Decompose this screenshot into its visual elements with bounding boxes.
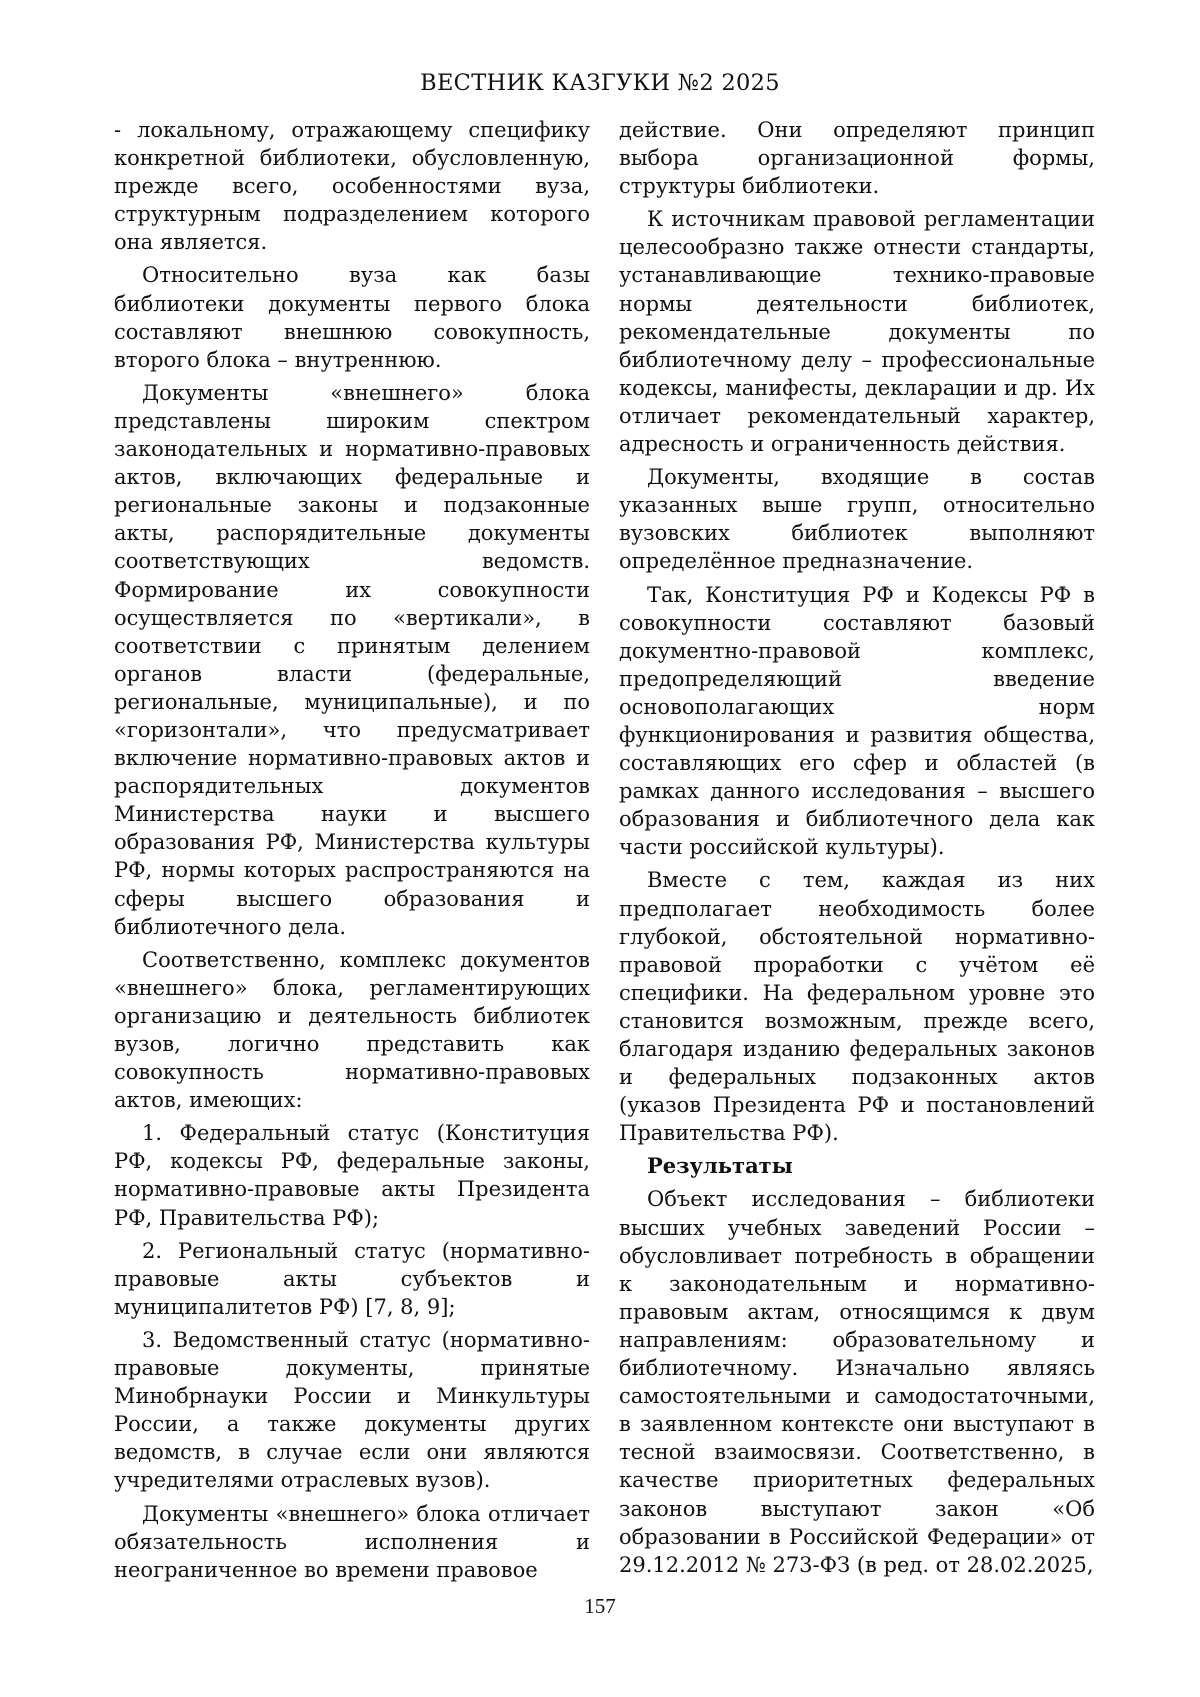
paragraph-local-level: - локальному, отражающему специфику конкретной библиотеки, обусловленную, прежде всего, особенностями вуза, структурным подразделением которого она является. — [114, 118, 590, 255]
paragraph-obligation: Документы «внешнего» блока отличает обязательность исполнения и неограниченное во времени правовое — [114, 1501, 590, 1582]
paragraph-constitution: Так, Конституция РФ и Кодексы РФ в совокупности составляют базовый документно-правовой комплекс, предопределяющий введение основополагающих норм функционирования и развития общества, составляющих его сфер и областей (в рамках данного исследования – высшего образования и библиотечного дела как части российской культуры). — [619, 582, 1095, 860]
paragraph-document-groups: Документы, входящие в состав указанных выше групп, относительно вузовских библиотек выполняют определённое предназначение. — [619, 465, 1095, 574]
paragraph-sources-of-regulation: К источникам правовой регламентации целесообразно также отнести стандарты, устанавливающие технико-правовые нормы деятельности библиотек, рекомендательные документы по библиотечному делу – профессиональные кодексы, манифесты, декларации и др. Их отличает рекомендательный характер, адресность и ограниченность действия. — [619, 207, 1095, 457]
paragraph-complex-of-documents: Соответственно, комплекс документов «внешнего» блока, регламентирующих организацию и деятельность библиотек вузов, логично представить как совокупность нормативно-правовых актов, имеющих: — [114, 947, 590, 1113]
section-heading-results: Результаты — [647, 1153, 793, 1179]
list-item-regional-status: 2. Региональный статус (нормативно-правовые акты субъектов и муниципалитетов РФ) [7, 8, 9]; — [114, 1238, 590, 1319]
right-column — [619, 116, 1095, 1584]
left-column — [114, 116, 590, 1589]
paragraph-external-internal: Относительно вуза как базы библиотеки документы первого блока составляют внешнюю совокупность, второго блока – внутреннюю. — [114, 263, 590, 372]
paragraph-external-block: Документы «внешнего» блока представлены широким спектром законодательных и нормативно-правовых актов, включающих федеральные и региональные законы и подзаконные акты, распорядительные документы соответствующих ведомств. Формирование их совокупности осуществляется по «вертикали», в соответствии с принятым делением органов власти (федеральные, региональные, муниципальные), и по «горизонтали», что предусматривает включение нормативно-правовых актов и распорядительных документов Министерства науки и высшего образования РФ, Министерства культуры РФ, нормы которых распространяются на сферы высшего образования и библиотечного дела. — [114, 380, 590, 939]
journal-header: ВЕСТНИК КАЗГУКИ №2 2025 — [420, 70, 780, 96]
paragraph-continuation: действие. Они определяют принцип выбора организационной формы, структуры библиотеки. — [619, 118, 1095, 199]
paragraph-federal-level: Вместе с тем, каждая из них предполагает необходимость более глубокой, обстоятельной нормативно-правовой проработки с учётом её специфики. На федеральном уровне это становится возможным, прежде всего, благодаря изданию федеральных законов и федеральных подзаконных актов (указов Президента РФ и постановлений Правительства РФ). — [619, 868, 1095, 1146]
page-number: 157 — [584, 1594, 616, 1618]
list-item-federal-status: 1. Федеральный статус (Конституция РФ, кодексы РФ, федеральные законы, нормативно-правовые акты Президента РФ, Правительства РФ); — [114, 1121, 590, 1230]
list-item-departmental-status: 3. Ведомственный статус (нормативно-правовые документы, принятые Минобрнауки России и Минкультуры России, а также документы других ведомств, в случае если они являются учредителями отраслевых вузов). — [114, 1327, 590, 1493]
paragraph-results: Объект исследования – библиотеки высших учебных заведений России – обусловливает потребность в обращении к законодательным и нормативно-правовым актам, относящимся к двум направлениям: образовательному и библиотечному. Изначально являясь самостоятельными и самодостаточными, в заявленном контексте они выступают в тесной взаимосвязи. Соответственно, в качестве приоритетных федеральных законов выступают закон «Об образовании в Российской Федерации» от 29.12.2012 № 273-ФЗ (в ред. от 28.02.2025, — [619, 1187, 1095, 1577]
